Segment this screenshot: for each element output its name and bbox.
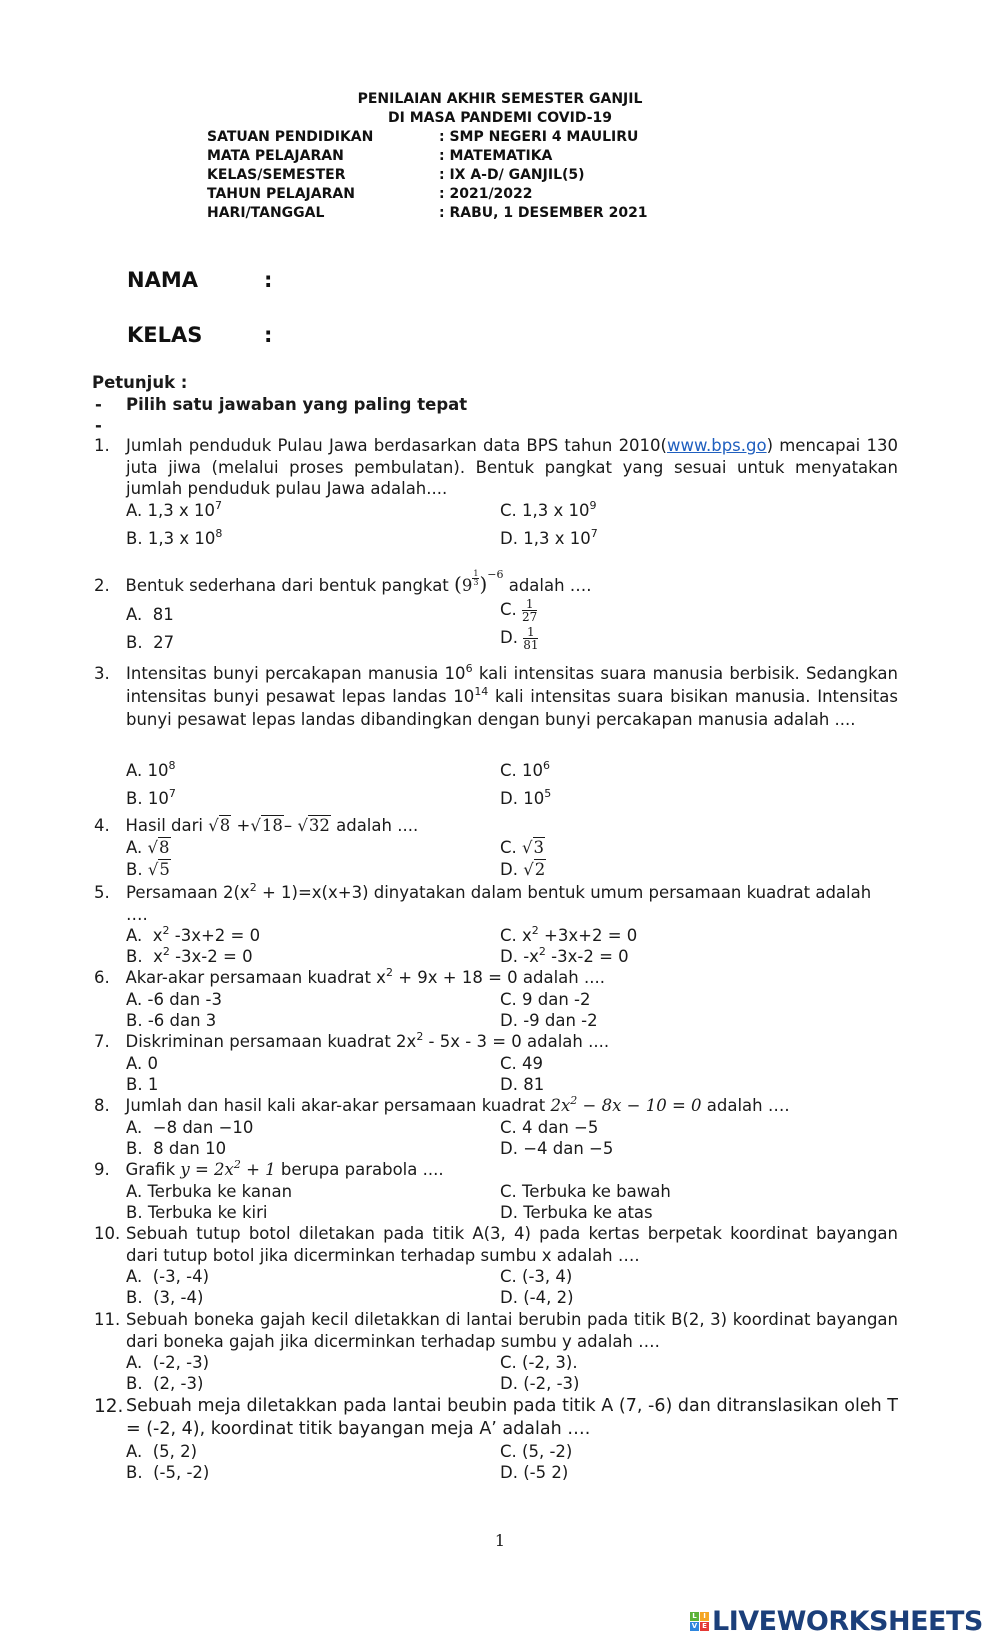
- q7-option-a[interactable]: A. 0: [126, 1054, 158, 1073]
- liveworksheets-logo[interactable]: [690, 1606, 983, 1637]
- q4-option-c[interactable]: C. √3: [500, 838, 545, 857]
- header-row-class: [207, 166, 807, 186]
- q3-option-b[interactable]: B. $10^7$: [126, 787, 176, 808]
- header-row-date: [207, 204, 807, 224]
- question-number: 2.: [94, 576, 110, 595]
- instructions-dash: -: [95, 395, 102, 414]
- bps-link[interactable]: www.bps.go: [667, 436, 767, 455]
- question-4: 4. Hasil dari √8 +√18– √32 adalah ....: [94, 816, 419, 835]
- q8-option-b[interactable]: B. 8 dan 10: [126, 1139, 227, 1158]
- question-text: Akar-akar persamaan kuadrat x: [125, 968, 386, 987]
- q12-option-d[interactable]: D. (-5 2): [500, 1463, 569, 1482]
- question-number: 8.: [94, 1096, 110, 1115]
- header-label: SATUAN PENDIDIKAN: [207, 129, 374, 145]
- sqrt-expression: √8: [208, 816, 231, 835]
- question-text: Sebuah tutup botol diletakan pada titik A(3, 4) pada kertas berpetak koordinat bayangan dari tutup botol jika dicerminkan terhadap sumbu x adalah ….: [126, 1224, 898, 1265]
- question-1: [94, 435, 898, 500]
- q7-option-b[interactable]: B. 1: [126, 1075, 159, 1094]
- question-text: Jumlah penduduk Pulau Jawa berdasarkan data BPS tahun 2010(www.bps.go) mencapai 130 juta jiwa (melalui proses pembulatan). Bentuk pangkat yang sesuai untuk menyatakan jumlah penduduk pulau Jawa adalah....: [126, 436, 898, 498]
- power-expression: (: [454, 572, 462, 596]
- header-row-year: [207, 185, 807, 205]
- q9-option-d[interactable]: D. Terbuka ke atas: [500, 1203, 653, 1222]
- question-number: 3.: [94, 664, 110, 683]
- q3-option-a[interactable]: A. $10^8$: [126, 759, 176, 780]
- question-number: 9.: [94, 1160, 110, 1179]
- q11-option-b[interactable]: B. (2, -3): [126, 1374, 204, 1393]
- question-text: Sebuah boneka gajah kecil diletakkan di lantai berubin pada titik B(2, 3) koordinat bayangan dari boneka gajah jika dicerminkan terhadap sumbu y adalah ….: [126, 1310, 898, 1351]
- question-text: Jumlah dan hasil kali akar-akar persamaan kuadrat: [125, 1096, 546, 1115]
- q1-option-a[interactable]: A. 1,3 x $10^7$: [126, 499, 222, 520]
- header-row-school: [207, 128, 807, 148]
- header-value: : MATEMATIKA: [439, 148, 553, 164]
- question-8: 8. Jumlah dan hasil kali akar-akar persamaan kuadrat $2x^2 - 8x - 10 = 0$ adalah ….: [94, 1094, 790, 1115]
- kelas-label: KELAS: [127, 323, 203, 347]
- page-number: 1: [494, 1531, 506, 1550]
- question-text: Grafik: [125, 1160, 176, 1179]
- nama-colon: :: [264, 268, 273, 292]
- q6-option-c[interactable]: C. 9 dan -2: [500, 990, 591, 1009]
- q10-option-b[interactable]: B. (3, -4): [126, 1288, 204, 1307]
- q4-option-b[interactable]: B. √5: [126, 860, 170, 879]
- instructions-dash-empty: -: [95, 416, 102, 435]
- q10-option-d[interactable]: D. (-4, 2): [500, 1288, 574, 1307]
- question-text: Diskriminan persamaan kuadrat 2x: [125, 1032, 417, 1051]
- question-number: 7.: [94, 1032, 110, 1051]
- q8-option-d[interactable]: D. −4 dan −5: [500, 1139, 614, 1158]
- q11-option-c[interactable]: C. (-2, 3).: [500, 1353, 578, 1372]
- question-text: Bentuk sederhana dari bentuk pangkat: [125, 576, 449, 595]
- q10-option-a[interactable]: A. (-3, -4): [126, 1267, 210, 1286]
- q1-option-d[interactable]: D. 1,3 x $10^7$: [500, 527, 598, 548]
- instructions-heading: Petunjuk :: [92, 373, 188, 392]
- question-3: [94, 662, 898, 731]
- question-5: [94, 882, 898, 925]
- q8-option-c[interactable]: C. 4 dan −5: [500, 1118, 599, 1137]
- header-label: TAHUN PELAJARAN: [207, 186, 355, 202]
- q2-option-c[interactable]: C. $\frac{1}{27}$: [500, 597, 538, 624]
- q3-option-d[interactable]: D. $10^5$: [500, 787, 552, 808]
- header-row-subject: [207, 147, 807, 167]
- q11-option-d[interactable]: D. (-2, -3): [500, 1374, 580, 1393]
- question-11: [94, 1309, 898, 1352]
- q9-option-c[interactable]: C. Terbuka ke bawah: [500, 1182, 671, 1201]
- q11-option-a[interactable]: A. (-2, -3): [126, 1353, 210, 1372]
- q2-option-a[interactable]: A. 81: [126, 605, 174, 624]
- header-label: MATA PELAJARAN: [207, 148, 344, 164]
- q1-option-c[interactable]: C. 1,3 x $10^9$: [500, 499, 597, 520]
- q6-option-d[interactable]: D. -9 dan -2: [500, 1011, 598, 1030]
- instructions-item: Pilih satu jawaban yang paling tepat: [126, 395, 468, 414]
- question-6: 6. Akar-akar persamaan kuadrat $x^2 + 9x + 18 = 0$ adalah ....: [94, 966, 605, 987]
- question-number: 4.: [94, 816, 110, 835]
- question-text: Persamaan $2(x^2 + 1)=x(x+3)$ dinyatakan dalam bentuk umum persamaan kuadrat adalah ….: [126, 881, 872, 924]
- exam-subtitle: DI MASA PANDEMI COVID-19: [387, 110, 612, 126]
- q1-option-b[interactable]: B. 1,3 x $10^8$: [126, 527, 223, 548]
- question-number: 10.: [94, 1224, 121, 1243]
- header-value: : RABU, 1 DESEMBER 2021: [439, 205, 648, 221]
- q4-option-d[interactable]: D. √2: [500, 860, 546, 879]
- question-12: [94, 1395, 898, 1441]
- q6-option-b[interactable]: B. -6 dan 3: [126, 1011, 217, 1030]
- nama-label: NAMA: [127, 268, 198, 292]
- header-value: : 2021/2022: [439, 186, 533, 202]
- q7-option-d[interactable]: D. 81: [500, 1075, 545, 1094]
- q2-option-b[interactable]: B. 27: [126, 633, 175, 652]
- q6-option-a[interactable]: A. -6 dan -3: [126, 990, 222, 1009]
- q8-option-a[interactable]: A. −8 dan −10: [126, 1118, 254, 1137]
- question-10: [94, 1223, 898, 1266]
- header-value: : SMP NEGERI 4 MAULIRU: [439, 129, 639, 145]
- question-text: Sebuah meja diletakkan pada lantai beubin pada titik A (7, -6) dan ditranslasikan oleh T = (-2, 4), koordinat titik bayangan meja A’ adalah ….: [126, 1396, 898, 1439]
- q12-option-b[interactable]: B. (-5, -2): [126, 1463, 210, 1482]
- question-2: 2. Bentuk sederhana dari bentuk pangkat (9 $\frac{1}{3}$ )$^{-6}$ adalah ….: [94, 568, 592, 596]
- question-9: 9. Grafik $y = 2x^2 + 1$ berupa parabola ....: [94, 1158, 444, 1179]
- header-value: : IX A-D/ GANJIL(5): [439, 167, 585, 183]
- q5-option-b[interactable]: B. $x^2$ -3x-2 = 0: [126, 945, 253, 966]
- brand-wordmark: LIVEWORKSHEETS: [712, 1606, 983, 1637]
- header-label: KELAS/SEMESTER: [207, 167, 346, 183]
- q9-option-a[interactable]: A. Terbuka ke kanan: [126, 1182, 293, 1201]
- kelas-colon: :: [264, 323, 273, 347]
- q5-option-a[interactable]: A. $x^2$ -3x+2 = 0: [126, 924, 261, 945]
- q9-option-b[interactable]: B. Terbuka ke kiri: [126, 1203, 268, 1222]
- equation: $2x^2 - 8x - 10 = 0$: [550, 1094, 702, 1115]
- q10-option-c[interactable]: C. (-3, 4): [500, 1267, 573, 1286]
- question-number: 11.: [94, 1310, 121, 1329]
- live-blocks-icon: L I V E: [690, 1612, 709, 1631]
- q5-option-c[interactable]: C. $x^2 +3x+2 = 0$: [500, 924, 638, 945]
- question-number: 5.: [94, 883, 110, 902]
- question-7: 7. Diskriminan persamaan kuadrat $2x^2 - 5x - 3 = 0$ adalah ....: [94, 1030, 610, 1051]
- q4-option-a[interactable]: A. √8: [126, 838, 170, 857]
- equation: $y = 2x^2 + 1$: [180, 1158, 276, 1179]
- header-label: HARI/TANGGAL: [207, 205, 325, 221]
- q12-option-a[interactable]: A. (5, 2): [126, 1442, 198, 1461]
- q12-option-c[interactable]: C. (5, -2): [500, 1442, 573, 1461]
- exam-title: PENILAIAN AKHIR SEMESTER GANJIL: [357, 91, 643, 107]
- question-number: 6.: [94, 968, 110, 987]
- q2-option-d[interactable]: D. $\frac{1}{81}$: [500, 625, 539, 652]
- question-number: 1.: [94, 436, 110, 455]
- q3-option-c[interactable]: C. $10^6$: [500, 759, 551, 780]
- question-number: 12.: [94, 1396, 124, 1417]
- question-text: Intensitas bunyi percakapan manusia $10^6$ kali intensitas suara manusia berbisik. Sedangkan intensitas bunyi pesawat lepas landas $10^{14}$ kali intensitas suara bisikan manusia. Intensitas bunyi pesawat lepas landas dibandingkan dengan bunyi percakapan manusia adalah ....: [126, 662, 898, 729]
- q7-option-c[interactable]: C. 49: [500, 1054, 544, 1073]
- q5-option-d[interactable]: D. $-x^2$ -3x-2 = 0: [500, 945, 629, 966]
- question-text: Hasil dari: [125, 816, 203, 835]
